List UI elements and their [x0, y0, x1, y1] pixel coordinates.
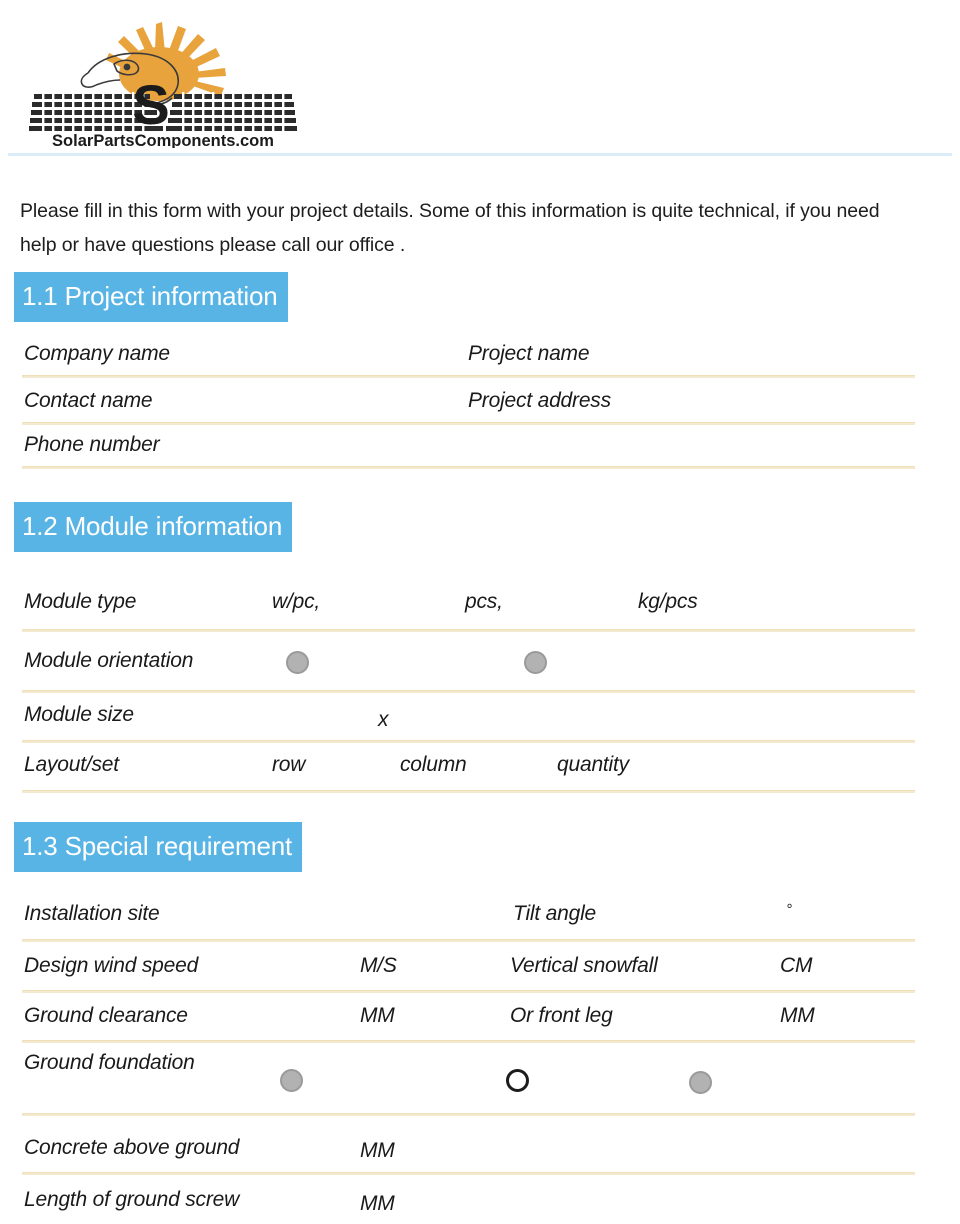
- solarparts-logo-icon: [28, 18, 298, 148]
- field-label-design-wind-speed: Design wind speed: [24, 954, 199, 977]
- field-label-vertical-snowfall: Vertical snowfall: [510, 954, 658, 977]
- field-label-module-orientation: Module orientation: [24, 649, 194, 672]
- field-label-concrete-above-ground: Concrete above ground: [24, 1136, 240, 1159]
- field-unit-column: column: [400, 753, 467, 776]
- field-unit-millimeters-front-leg: MM: [780, 1004, 815, 1027]
- radio-ground-foundation-other[interactable]: [689, 1071, 712, 1094]
- row-divider: [22, 375, 915, 378]
- field-label-tilt-angle: Tilt angle: [513, 902, 597, 925]
- row-divider: [22, 990, 915, 993]
- radio-module-orientation-landscape[interactable]: [524, 651, 547, 674]
- field-label-project-name: Project name: [468, 342, 590, 365]
- field-unit-kg-per-pcs: kg/pcs: [638, 590, 698, 613]
- intro-paragraph: Please fill in this form with your project details. Some of this information is quite technical, if you need help or have questions please call our office .: [20, 199, 880, 256]
- field-unit-millimeters-concrete: MM: [360, 1139, 395, 1162]
- field-unit-centimeters: CM: [780, 954, 813, 977]
- field-label-phone-number: Phone number: [24, 433, 160, 456]
- field-label-ground-clearance: Ground clearance: [24, 1004, 188, 1027]
- field-label-module-type: Module type: [24, 590, 137, 613]
- field-label-layout-set: Layout/set: [24, 753, 119, 776]
- field-unit-watt-per-pc: w/pc,: [272, 590, 321, 613]
- radio-ground-foundation-concrete[interactable]: [280, 1069, 303, 1092]
- field-label-ground-foundation: Ground foundation: [24, 1051, 195, 1074]
- field-size-separator: x: [378, 708, 389, 731]
- field-label-installation-site: Installation site: [24, 902, 160, 925]
- section-header-project-information: 1.1 Project information: [14, 272, 288, 322]
- brand-logo: [28, 18, 298, 148]
- logo-monogram: S: [132, 73, 170, 136]
- row-divider: [22, 422, 915, 425]
- row-divider: [22, 740, 915, 743]
- field-unit-millimeters-screw: MM: [360, 1192, 395, 1215]
- section-header-special-requirement: 1.3 Special requirement: [14, 822, 302, 872]
- row-divider: [22, 1172, 915, 1175]
- field-unit-meters-per-second: M/S: [360, 954, 397, 977]
- row-divider: [22, 939, 915, 942]
- radio-module-orientation-portrait[interactable]: [286, 651, 309, 674]
- field-label-company-name: Company name: [24, 342, 170, 365]
- field-unit-millimeters-clearance: MM: [360, 1004, 395, 1027]
- field-label-length-of-ground-screw: Length of ground screw: [24, 1188, 240, 1211]
- field-label-project-address: Project address: [468, 389, 611, 412]
- row-divider: [22, 1040, 915, 1043]
- field-unit-degree: °: [786, 901, 792, 918]
- radio-ground-foundation-screw[interactable]: [506, 1069, 529, 1092]
- row-divider: [22, 690, 915, 693]
- field-label-contact-name: Contact name: [24, 389, 153, 412]
- row-divider: [22, 790, 915, 793]
- field-label-module-size: Module size: [24, 703, 134, 726]
- field-label-or-front-leg: Or front leg: [510, 1004, 613, 1027]
- row-divider: [22, 466, 915, 469]
- field-unit-quantity: quantity: [557, 753, 629, 776]
- field-unit-pcs: pcs,: [465, 590, 503, 613]
- logo-wordmark: SolarPartsComponents.com: [52, 132, 274, 148]
- field-unit-row: row: [272, 753, 306, 776]
- header-divider: [8, 153, 952, 156]
- solar-panel-right-icon: [166, 92, 297, 134]
- row-divider: [22, 1113, 915, 1116]
- row-divider: [22, 629, 915, 632]
- section-header-module-information: 1.2 Module information: [14, 502, 292, 552]
